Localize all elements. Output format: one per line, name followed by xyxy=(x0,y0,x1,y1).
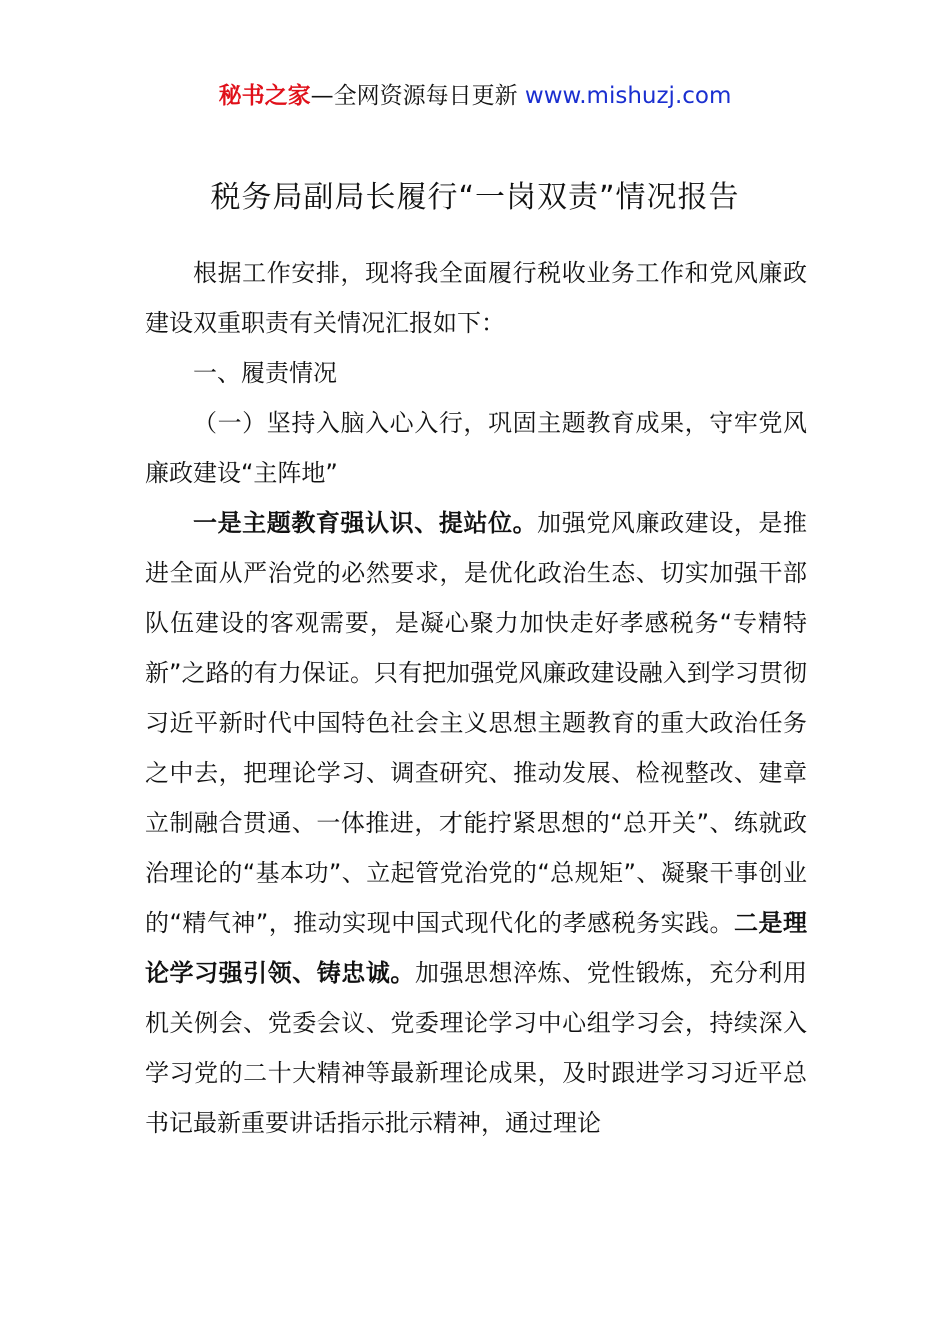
section-heading: 一、履责情况 xyxy=(193,359,337,387)
bold-lead-1: 一是主题教育强认识、提站位。 xyxy=(193,509,538,537)
bold-lead-2: 二是理论学习强引领、铸忠诚。 xyxy=(145,909,808,987)
intro-paragraph: 根据工作安排，现将我全面履行税收业务工作和党风廉政建设双重职责有关情况汇报如下： xyxy=(145,259,807,337)
header-tagline: —全网资源每日更新 xyxy=(310,83,525,109)
body-paragraph xyxy=(145,498,807,1148)
paragraph-text-1: 加强党风廉政建设，是推进全面从严治党的必然要求，是优化政治生态、切实加强干部队伍建设的客观需要，是凝心聚力加快走好孝感税务“专精特新”之路的有力保证。只有把加强党风廉政建设融入到学习贯彻习近平新时代中国特色社会主义思想主题教育的重大政治任务之中去，把理论学习、调查研究、推动发展、检视整改、建章立制融合贯通、一体推进，才能拧紧思想的“总开关”、练就政治理论的“基本功”、立起管党治党的“总规矩”、凝聚干事创业的“精气神”，推动实现中国式现代化的孝感税务实践。 xyxy=(145,509,808,937)
document-title: 税务局副局长履行“一岗双责”情况报告 xyxy=(210,180,740,215)
brand-name: 秘书之家 xyxy=(218,83,311,109)
document-body xyxy=(145,248,807,1148)
paragraph-text-2: 加强思想淬炼、党性锻炼，充分利用机关例会、党委会议、党委理论学习中心组学习会，持续深入学习党的二十大精神等最新理论成果，及时跟进学习习近平总书记最新重要讲话指示批示精神，通过理论 xyxy=(145,959,808,1137)
site-header xyxy=(0,80,950,112)
subsection-heading: （一）坚持入脑入心入行，巩固主题教育成果，守牢党风廉政建设“主阵地” xyxy=(145,409,807,487)
site-url: www.mishuzj.com xyxy=(524,83,732,109)
